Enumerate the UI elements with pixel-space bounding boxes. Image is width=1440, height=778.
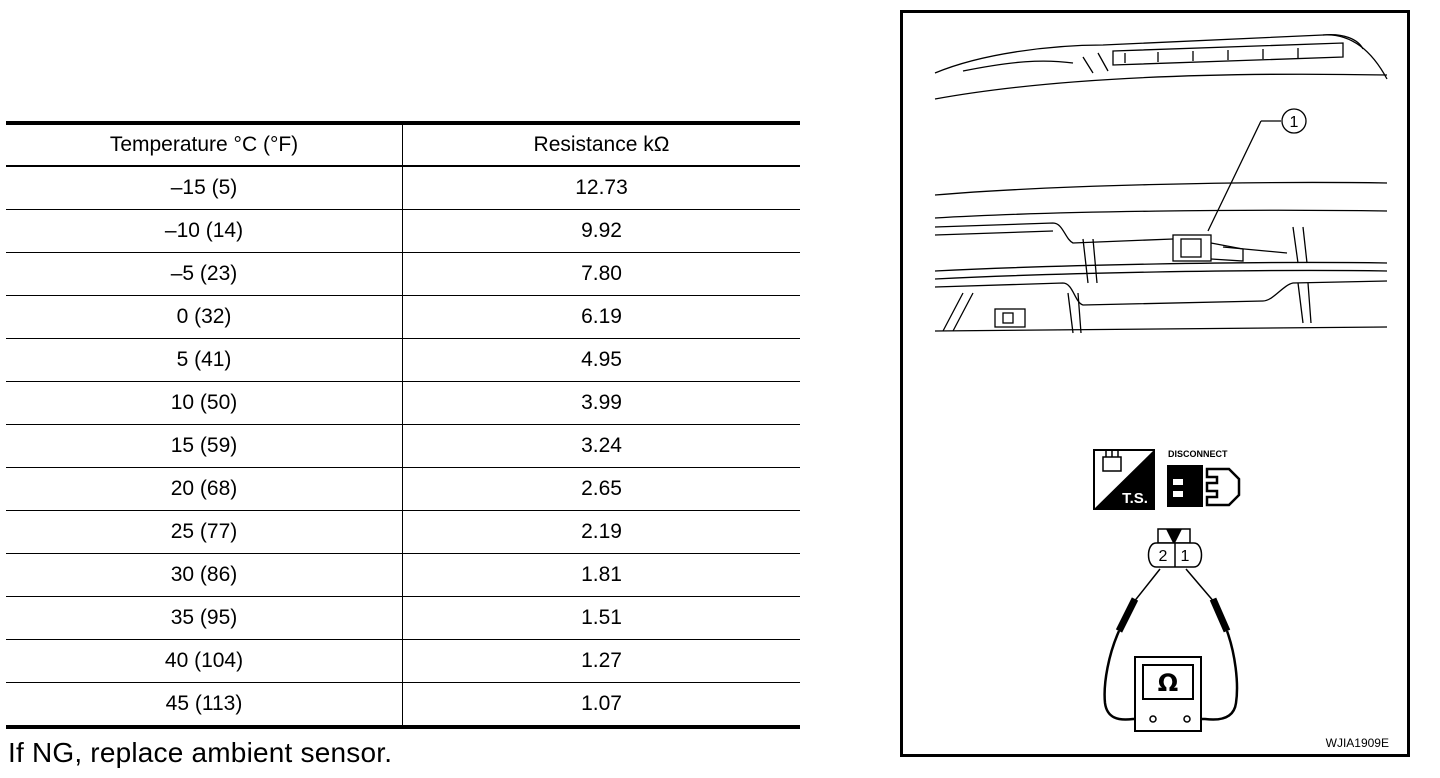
resistance-cell: 1.27 bbox=[403, 640, 801, 683]
resistance-cell: 6.19 bbox=[403, 296, 801, 339]
header-temperature: Temperature °C (°F) bbox=[6, 123, 403, 166]
resistance-cell: 2.65 bbox=[403, 468, 801, 511]
table-row bbox=[6, 166, 800, 210]
table-row bbox=[6, 511, 800, 554]
table-row bbox=[6, 425, 800, 468]
temperature-cell: 40 (104) bbox=[6, 640, 403, 683]
resistance-cell: 2.19 bbox=[403, 511, 801, 554]
resistance-cell: 3.24 bbox=[403, 425, 801, 468]
connector-terminals bbox=[1149, 529, 1202, 567]
sensor-diagram bbox=[900, 10, 1410, 757]
callout-number: 1 bbox=[1289, 114, 1299, 131]
ohm-symbol: Ω bbox=[1157, 669, 1179, 697]
temperature-cell: 45 (113) bbox=[6, 683, 403, 728]
resistance-cell: 7.80 bbox=[403, 253, 801, 296]
dashboard-drawing bbox=[935, 35, 1387, 333]
table-row bbox=[6, 640, 800, 683]
resistance-cell: 1.07 bbox=[403, 683, 801, 728]
resistance-cell: 4.95 bbox=[403, 339, 801, 382]
ts-label: T.S. bbox=[1122, 490, 1148, 507]
temperature-cell: –5 (23) bbox=[6, 253, 403, 296]
resistance-cell: 1.81 bbox=[403, 554, 801, 597]
disconnect-icon bbox=[1167, 449, 1239, 507]
header-resistance: Resistance kΩ bbox=[403, 123, 801, 166]
resistance-cell: 3.99 bbox=[403, 382, 801, 425]
temperature-cell: 0 (32) bbox=[6, 296, 403, 339]
resistance-table bbox=[6, 121, 800, 729]
temperature-cell: –15 (5) bbox=[6, 166, 403, 210]
table-row bbox=[6, 296, 800, 339]
resistance-cell: 9.92 bbox=[403, 210, 801, 253]
temperature-cell: 10 (50) bbox=[6, 382, 403, 425]
table-row bbox=[6, 554, 800, 597]
disconnect-label: DISCONNECT bbox=[1168, 449, 1228, 459]
temperature-cell: –10 (14) bbox=[6, 210, 403, 253]
figure-code: WJIA1909E bbox=[1325, 736, 1389, 750]
table-row bbox=[6, 597, 800, 640]
terminal-1: 1 bbox=[1180, 548, 1190, 565]
table-row bbox=[6, 683, 800, 728]
terminal-2: 2 bbox=[1158, 548, 1168, 565]
resistance-cell: 12.73 bbox=[403, 166, 801, 210]
sensor-illustration bbox=[903, 13, 1407, 754]
temperature-cell: 20 (68) bbox=[6, 468, 403, 511]
instruction-note: If NG, replace ambient sensor. bbox=[8, 737, 393, 768]
table-row bbox=[6, 382, 800, 425]
temperature-cell: 35 (95) bbox=[6, 597, 403, 640]
table-row bbox=[6, 339, 800, 382]
ts-icon bbox=[1094, 450, 1154, 509]
table-header-row bbox=[6, 123, 800, 166]
temperature-cell: 15 (59) bbox=[6, 425, 403, 468]
temperature-cell: 30 (86) bbox=[6, 554, 403, 597]
table-row bbox=[6, 210, 800, 253]
table-row bbox=[6, 253, 800, 296]
temperature-cell: 25 (77) bbox=[6, 511, 403, 554]
table-row bbox=[6, 468, 800, 511]
temperature-cell: 5 (41) bbox=[6, 339, 403, 382]
resistance-cell: 1.51 bbox=[403, 597, 801, 640]
